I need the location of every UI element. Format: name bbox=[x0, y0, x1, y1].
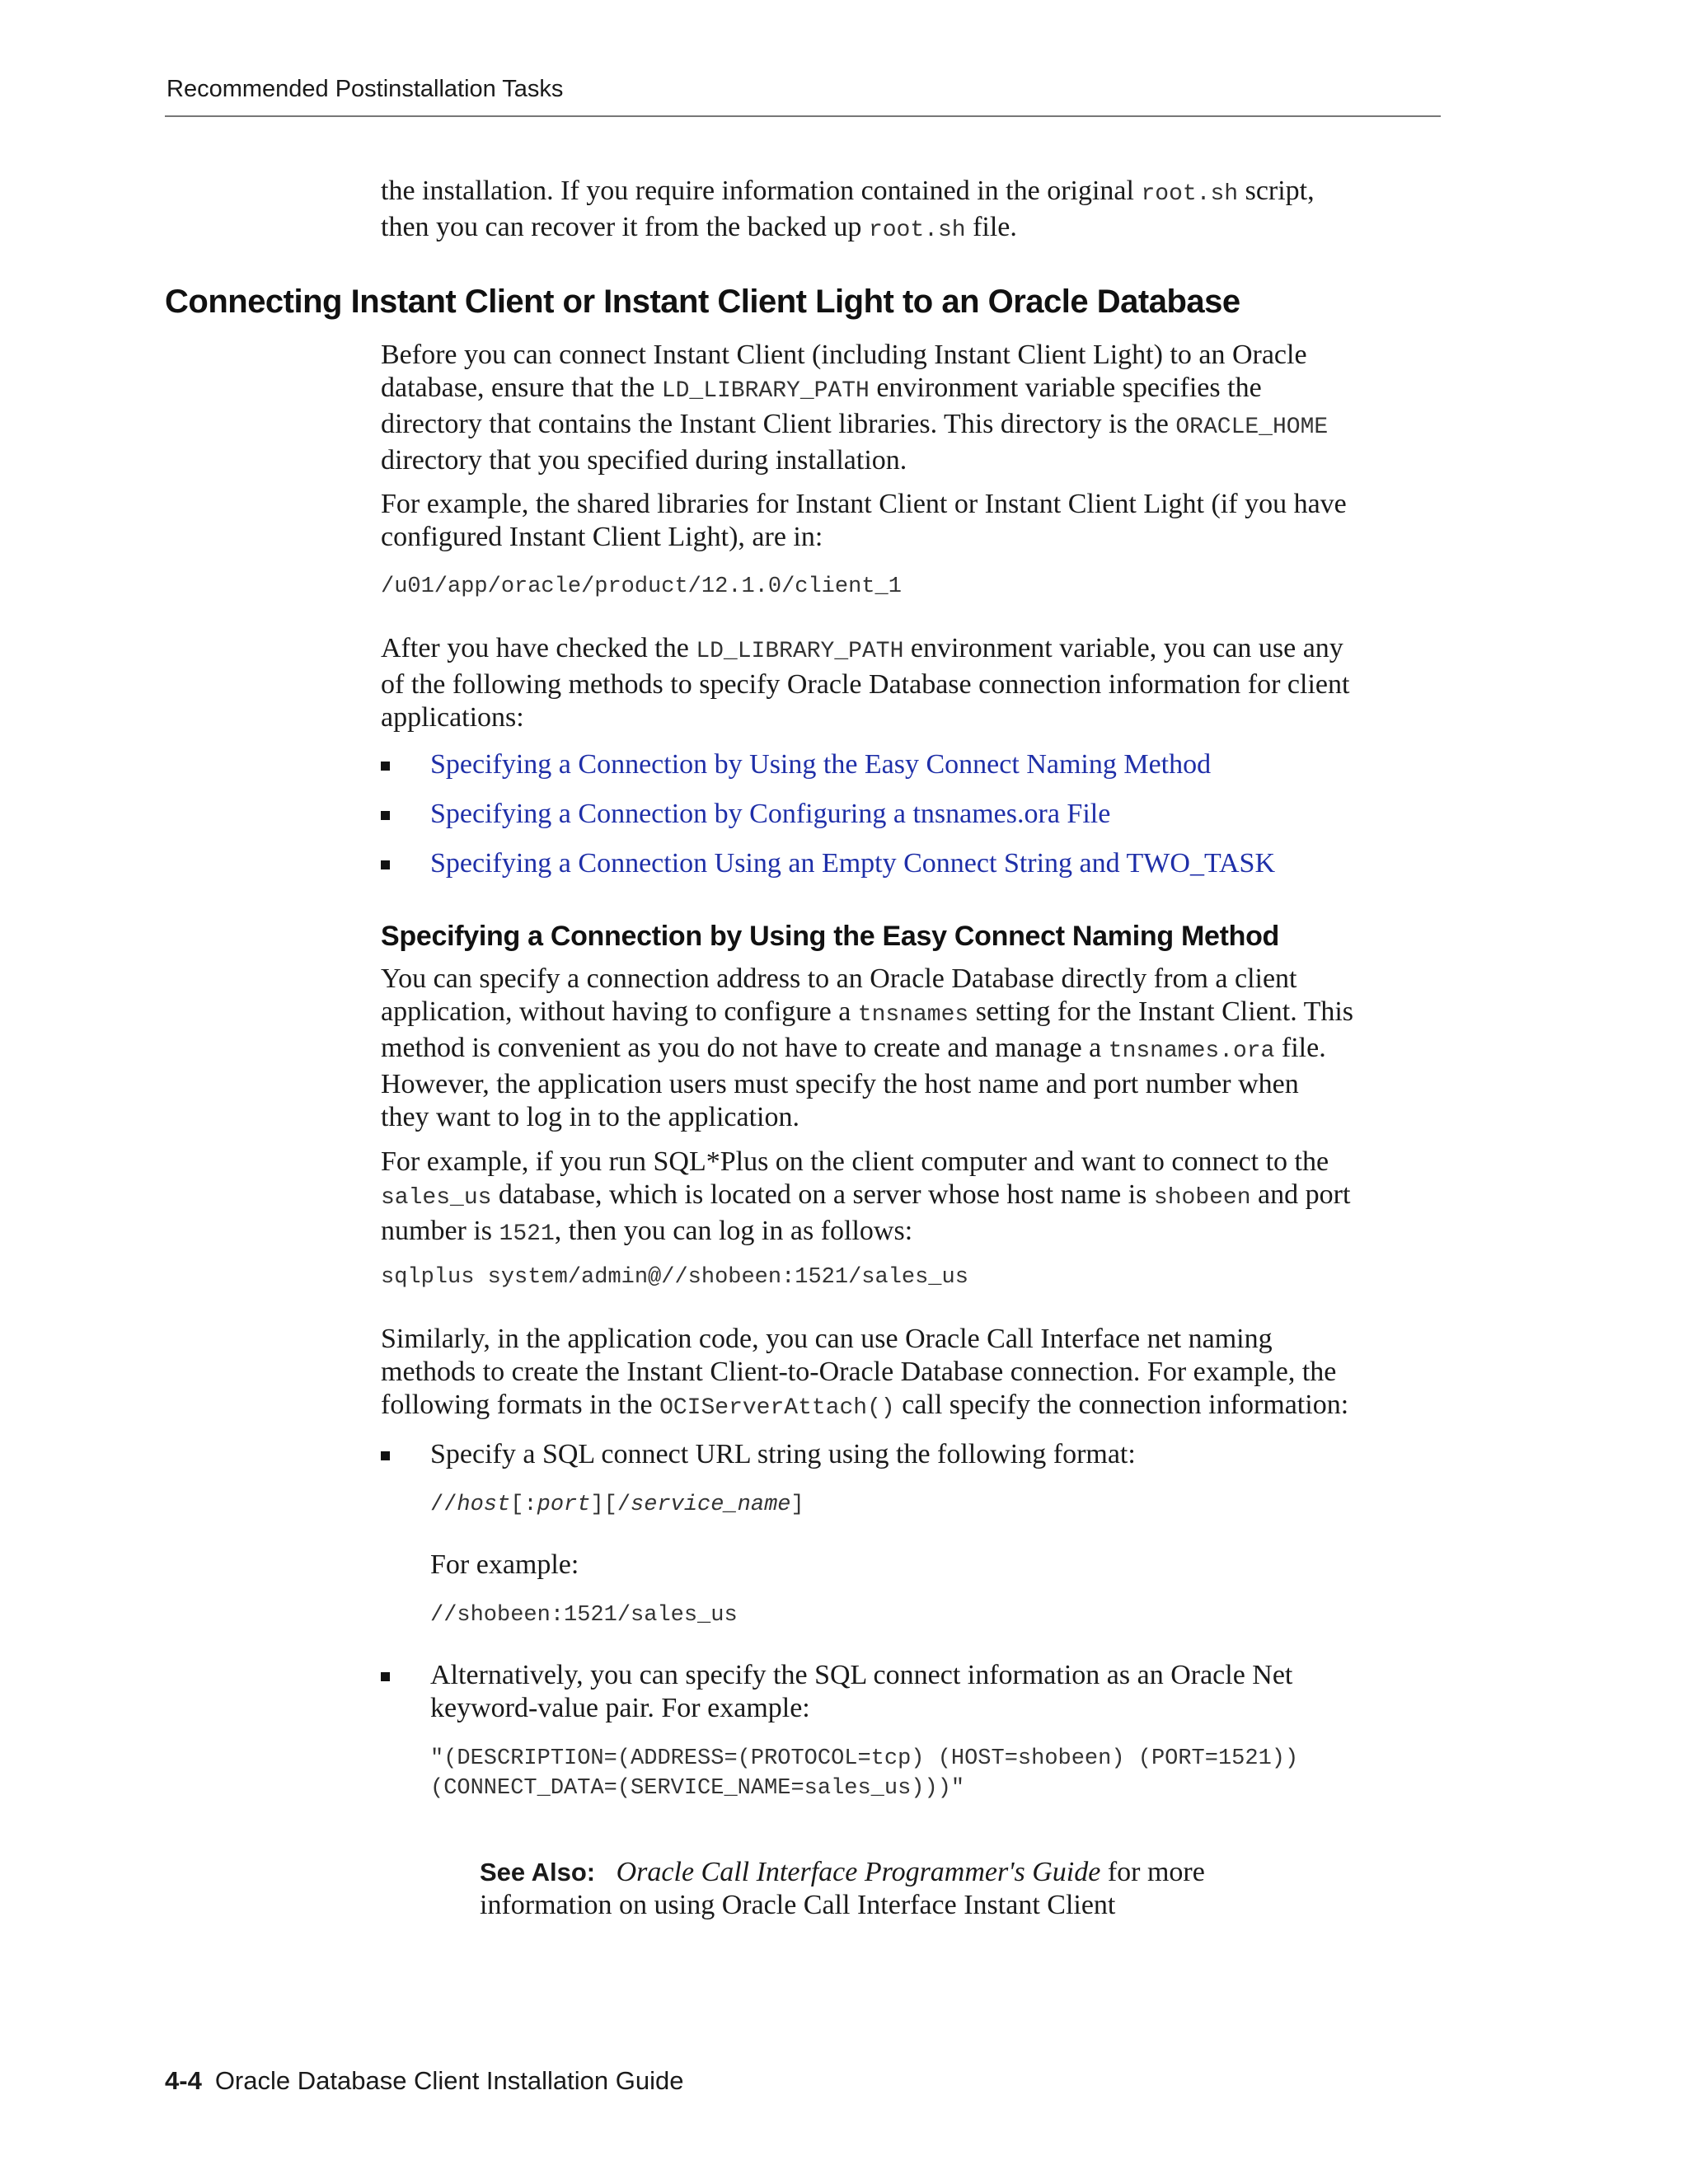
see-also-label: See Also: bbox=[480, 1858, 596, 1886]
inline-code: ORACLE_HOME bbox=[1175, 415, 1329, 440]
bullet-icon bbox=[381, 860, 390, 869]
bullet-icon bbox=[381, 762, 390, 771]
section-heading: Connecting Instant Client or Instant Client Light to an Oracle Database bbox=[165, 284, 1240, 320]
inline-code: tnsnames bbox=[857, 1002, 969, 1028]
url-format-code: //host[:port][/service_name] bbox=[430, 1493, 804, 1517]
for-example-label: For example: bbox=[430, 1549, 579, 1580]
subsection-paragraph-1: You can specify a connection address to an Oracle Database directly from a client application, without having to configure a tnsnames setting for the Instant Client. This method is convenient as you do not have to create and manage a tnsnames.ora file. However, the application users must specify the host name and port number when they want to log in to the application. bbox=[381, 963, 1354, 1132]
inline-code: LD_LIBRARY_PATH bbox=[696, 639, 904, 664]
document-page: Recommended Postinstallation Tasks the installation. If you require information contained in the original root.sh script, then you can recover it from the backed up root.sh file. Connecting Instant Client or Instant Client Light to an Oracle Database Before you can connect Instant Client (including Instant Client Light) to an Oracle database, ensure that the LD_LIBRARY_PATH environment variable specifies the directory that contains the Instant Client libraries. This directory is the ORACLE_HOME directory that you specified during installation. For example, the shared libraries for Instant Client or Instant Client Light (if you have configured Instant Client Light), are in: /u01/app/oracle/product/12.1.0/client_1 After you have checked the LD_LIBRARY_PATH environment variable, you can use any of the following methods to specify Oracle Database connection information for client applications: Specifying a Connection by Using the Easy Connect Naming Method Specifying a Connection by Configuring a tnsnames.ora File Specifying a Connection Using an Empty Connect String and TWO_TASK Specifying a Connection by Using the Easy Connect Naming Method You can specify a connection address to an Oracle Database directly from a client application, without having to configure a tnsnames setting for the Instant Client. This method is convenient as you do not have to create and manage a tnsnames.ora file. However, the application users must specify the host name and port number when they want to log in to the application. For example, if you run SQL*Plus on the client computer and want to connect to the sales_us database, which is located on a server whose host name is shobeen and port number is 1521, then you can log in as follows: sqlplus system/admin@//shobeen:1521/sales_us Similarly, in the application code, you can use Oracle Call Interface net naming methods to create the Instant Client-to-Oracle Database connection. For example, the following formats in the OCIServerAttach() call specify the connection information: Specify a SQL connect URL string using the following format: //host[:port][/service_name] For example: //shobeen:1521/sales_us Alternatively, you can specify the SQL connect information as an Oracle Net keyword-value pair. For example: "(DESCRIPTION=(ADDRESS=(PROTOCOL=tcp) (HOST=shobeen) (PORT=1521)) (CONNECT_DATA=(SERVICE_NAME=sales_us)))" See Also: Oracle Call Interface Programmer's Guide for more information on using Oracle Call Interface Instant Client 4-4 Oracle Database Client Installation Guide bbox=[0, 0, 1688, 2184]
page-number: 4-4 bbox=[165, 2066, 202, 2095]
header-rule bbox=[165, 115, 1441, 117]
inline-code: OCIServerAttach() bbox=[659, 1395, 895, 1421]
keyword-value-code: "(DESCRIPTION=(ADDRESS=(PROTOCOL=tcp) (HOST=shobeen) (PORT=1521)) (CONNECT_DATA=(SERVICE_NAME=sales_us)))" bbox=[430, 1746, 1299, 1801]
path-code-block: /u01/app/oracle/product/12.1.0/client_1 bbox=[381, 574, 902, 599]
intro-paragraph: the installation. If you require information contained in the original root.sh script, then you can recover it from the backed up root.sh file. bbox=[381, 176, 1315, 243]
inline-code: shobeen bbox=[1153, 1185, 1251, 1211]
see-also-book-title: Oracle Call Interface Programmer's Guide bbox=[616, 1857, 1101, 1887]
link-two-task[interactable]: Specifying a Connection Using an Empty Connect String and TWO_TASK bbox=[430, 848, 1276, 879]
subsection-paragraph-2: For example, if you run SQL*Plus on the client computer and want to connect to the sales_us database, which is located on a server whose host name is shobeen and port number is 1521, then you can log in as follows: bbox=[381, 1146, 1351, 1247]
sqlplus-code-block: sqlplus system/admin@//shobeen:1521/sales_us bbox=[381, 1265, 968, 1290]
bullet-icon bbox=[381, 1672, 390, 1681]
book-title: Oracle Database Client Installation Guide bbox=[214, 2066, 684, 2095]
inline-code: root.sh bbox=[868, 218, 966, 243]
subsection-paragraph-3: Similarly, in the application code, you can use Oracle Call Interface net naming methods to create the Instant Client-to-Oracle Database connection. For example, the following formats in the OCIServerAttach() call specify the connection information: bbox=[381, 1324, 1349, 1421]
bullet-icon bbox=[381, 811, 390, 820]
see-also-note: See Also: Oracle Call Interface Programmer's Guide for more information on using Oracle Call Interface Instant Client bbox=[480, 1857, 1205, 1920]
running-header: Recommended Postinstallation Tasks bbox=[166, 76, 564, 102]
inline-code: sales_us bbox=[381, 1185, 492, 1211]
link-tnsnames[interactable]: Specifying a Connection by Configuring a tnsnames.ora File bbox=[430, 799, 1111, 829]
inline-code: root.sh bbox=[1141, 181, 1239, 207]
inline-code: 1521 bbox=[499, 1221, 555, 1247]
inline-code: LD_LIBRARY_PATH bbox=[661, 378, 870, 404]
link-easy-connect[interactable]: Specifying a Connection by Using the Easy Connect Naming Method bbox=[430, 749, 1212, 780]
page-footer bbox=[165, 2066, 683, 2096]
subsection-heading: Specifying a Connection by Using the Easy Connect Naming Method bbox=[381, 921, 1280, 952]
url-example-code: //shobeen:1521/sales_us bbox=[430, 1603, 738, 1628]
inline-code: tnsnames.ora bbox=[1108, 1038, 1275, 1064]
section-paragraph-1: Before you can connect Instant Client (including Instant Client Light) to an Oracle database, ensure that the LD_LIBRARY_PATH environment variable specifies the directory that contains the Instant Client libraries. This directory is the ORACLE_HOME directory that you specified during installation. bbox=[381, 340, 1329, 476]
section-paragraph-3: After you have checked the LD_LIBRARY_PATH environment variable, you can use any of the following methods to specify Oracle Database connection information for client applications: bbox=[381, 633, 1350, 733]
section-paragraph-2: For example, the shared libraries for Instant Client or Instant Client Light (if you have configured Instant Client Light), are in: bbox=[381, 489, 1347, 552]
bullet-icon bbox=[381, 1451, 390, 1460]
